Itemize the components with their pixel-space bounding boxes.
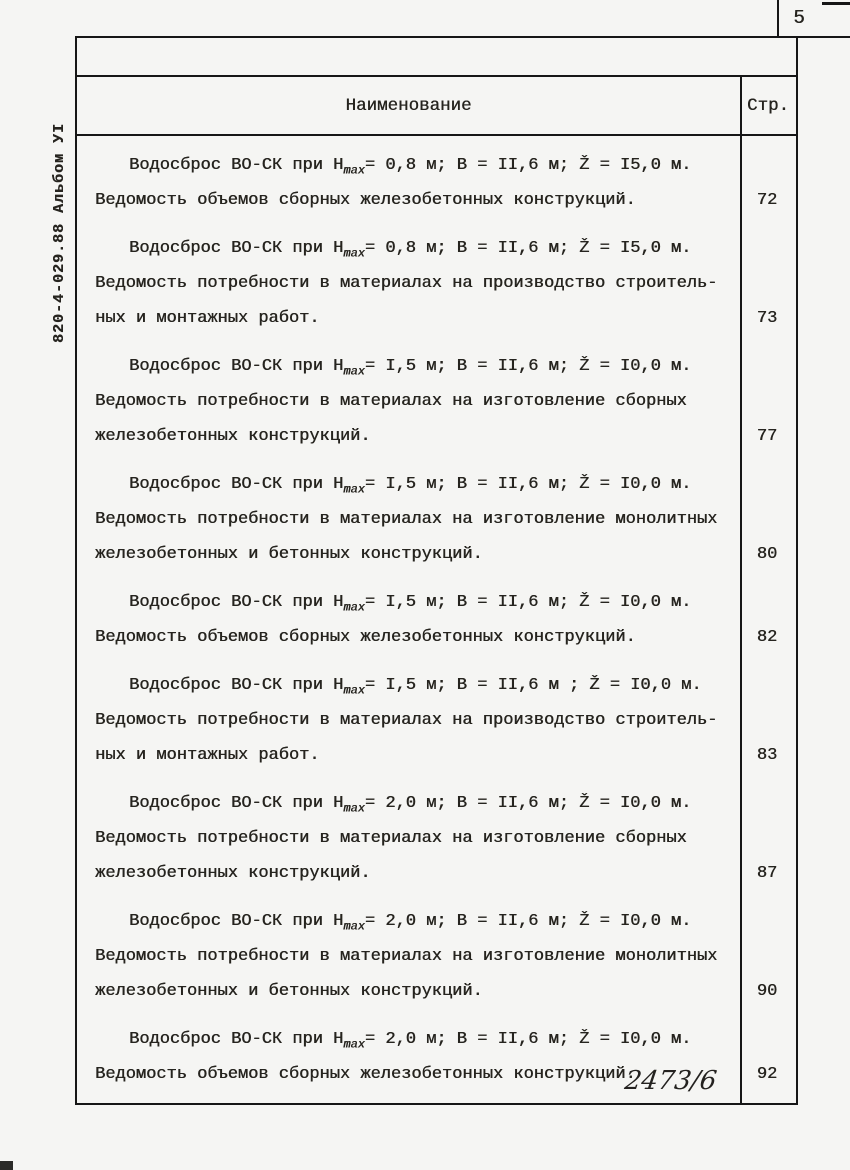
toc-entry <box>77 148 796 218</box>
entry-body-line: Ведомость объемов сборных железобетонных конструкций. <box>95 628 636 647</box>
entry-heading <box>95 904 726 939</box>
entry-heading-subscript: max <box>343 246 365 261</box>
entry-heading-post: = I,5 м; В = II,6 м ; Ž = I0,0 м. <box>364 676 702 695</box>
entry-text <box>77 904 796 1009</box>
entry-body <box>95 183 726 218</box>
table-header-row <box>77 77 796 134</box>
entry-heading-subscript: max <box>343 364 365 379</box>
entry-page-number: 77 <box>756 427 778 446</box>
entry-body-line: железобетонных конструкций. <box>95 864 371 883</box>
entry-heading-subscript: max <box>343 163 365 178</box>
entry-body <box>95 266 726 336</box>
entry-heading-pre: Водосброс ВО-СК при Н <box>129 593 344 612</box>
entry-heading-post: = I,5 м; В = II,6 м; Ž = I0,0 м. <box>364 593 692 612</box>
entry-body <box>95 620 726 655</box>
handwritten-note: 2473/6 <box>622 1066 719 1096</box>
entry-text <box>77 786 796 891</box>
entry-body-line: Ведомость потребности в материалах на производство строитель- <box>95 274 718 293</box>
entry-body-line: Ведомость потребности в материалах на изготовление сборных <box>95 392 687 411</box>
entry-text <box>77 148 796 218</box>
scan-blot-artifact <box>0 1161 13 1170</box>
entry-body-line: Ведомость потребности в материалах на изготовление монолитных <box>95 510 718 529</box>
toc-entry <box>77 585 796 655</box>
entry-heading <box>95 1022 726 1057</box>
entry-heading <box>95 668 726 703</box>
entry-body-line: железобетонных конструкций. <box>95 427 371 446</box>
entry-text <box>77 231 796 336</box>
scan-edge-artifact <box>822 2 850 5</box>
entry-body <box>95 821 726 891</box>
entry-text <box>77 467 796 572</box>
entry-heading-post: = 0,8 м; В = II,6 м; Ž = I5,0 м. <box>364 156 692 175</box>
entry-page-number: 80 <box>756 545 778 564</box>
entry-heading <box>95 585 726 620</box>
entry-body-line: ных и монтажных работ. <box>95 746 320 765</box>
entry-body-line: Ведомость потребности в материалах на изготовление монолитных <box>95 947 718 966</box>
toc-entry <box>77 231 796 336</box>
entry-heading <box>95 467 726 502</box>
entry-text <box>77 349 796 454</box>
entry-heading <box>95 349 726 384</box>
entry-heading-subscript: max <box>343 482 365 497</box>
entry-heading-post: = I,5 м; В = II,6 м; Ž = I0,0 м. <box>364 475 692 494</box>
entry-page-number: 90 <box>756 982 778 1001</box>
entry-body-line: Ведомость потребности в материалах на изготовление сборных <box>95 829 687 848</box>
entry-page-number: 87 <box>756 864 778 883</box>
entry-heading-pre: Водосброс ВО-СК при Н <box>129 794 344 813</box>
entry-heading-pre: Водосброс ВО-СК при Н <box>129 357 344 376</box>
entry-body-line: железобетонных и бетонных конструкций. <box>95 982 483 1001</box>
sheet-number-box-left-line <box>777 0 779 37</box>
entry-body-line: ных и монтажных работ. <box>95 309 320 328</box>
entry-heading-subscript: max <box>343 600 365 615</box>
entry-page-number: 82 <box>756 628 778 647</box>
entry-heading-subscript: max <box>343 919 365 934</box>
document-code-side-label: 820-4-029.88 Альбом УI <box>51 122 68 344</box>
entry-page-number: 72 <box>756 191 778 210</box>
entry-body <box>95 502 726 572</box>
entry-body-line: Ведомость объемов сборных железобетонных конструкций. <box>95 1065 636 1084</box>
toc-entry <box>77 904 796 1009</box>
entry-heading-subscript: max <box>343 801 365 816</box>
entry-heading-pre: Водосброс ВО-СК при Н <box>129 912 344 931</box>
toc-entry <box>77 668 796 773</box>
entry-heading-pre: Водосброс ВО-СК при Н <box>129 475 344 494</box>
entry-body-line: железобетонных и бетонных конструкций. <box>95 545 483 564</box>
entry-heading-post: = 2,0 м; В = II,6 м; Ž = I0,0 м. <box>364 794 692 813</box>
toc-entry <box>77 349 796 454</box>
entry-body <box>95 939 726 1009</box>
entry-body <box>95 384 726 454</box>
entry-page-number: 73 <box>756 309 778 328</box>
entry-body <box>95 703 726 773</box>
column-header-name: Наименование <box>345 95 472 116</box>
toc-entries <box>77 136 796 1105</box>
entry-heading-post: = 2,0 м; В = II,6 м; Ž = I0,0 м. <box>364 912 692 931</box>
entry-heading-subscript: max <box>343 1037 365 1052</box>
entry-heading-pre: Водосброс ВО-СК при Н <box>129 1030 344 1049</box>
entry-heading-subscript: max <box>343 683 365 698</box>
entry-heading-pre: Водосброс ВО-СК при Н <box>129 239 344 258</box>
entry-page-number: 92 <box>756 1065 778 1084</box>
entry-heading <box>95 786 726 821</box>
entry-heading-post: = 0,8 м; В = II,6 м; Ž = I5,0 м. <box>364 239 692 258</box>
toc-entry <box>77 467 796 572</box>
entry-body-line: Ведомость потребности в материалах на производство строитель- <box>95 711 718 730</box>
sheet-number: 5 <box>793 7 805 29</box>
entry-heading <box>95 148 726 183</box>
entry-heading-pre: Водосброс ВО-СК при Н <box>129 156 344 175</box>
entry-heading-post: = I,5 м; В = II,6 м; Ž = I0,0 м. <box>364 357 692 376</box>
entry-text <box>77 585 796 655</box>
entry-body-line: Ведомость объемов сборных железобетонных конструкций. <box>95 191 636 210</box>
entry-heading-pre: Водосброс ВО-СК при Н <box>129 676 344 695</box>
toc-entry <box>77 786 796 891</box>
entry-page-number: 83 <box>756 746 778 765</box>
column-header-page: Стр. <box>746 95 789 116</box>
entry-heading-post: = 2,0 м; В = II,6 м; Ž = I0,0 м. <box>364 1030 692 1049</box>
entry-text <box>77 668 796 773</box>
table-frame <box>75 36 798 1105</box>
entry-heading <box>95 231 726 266</box>
